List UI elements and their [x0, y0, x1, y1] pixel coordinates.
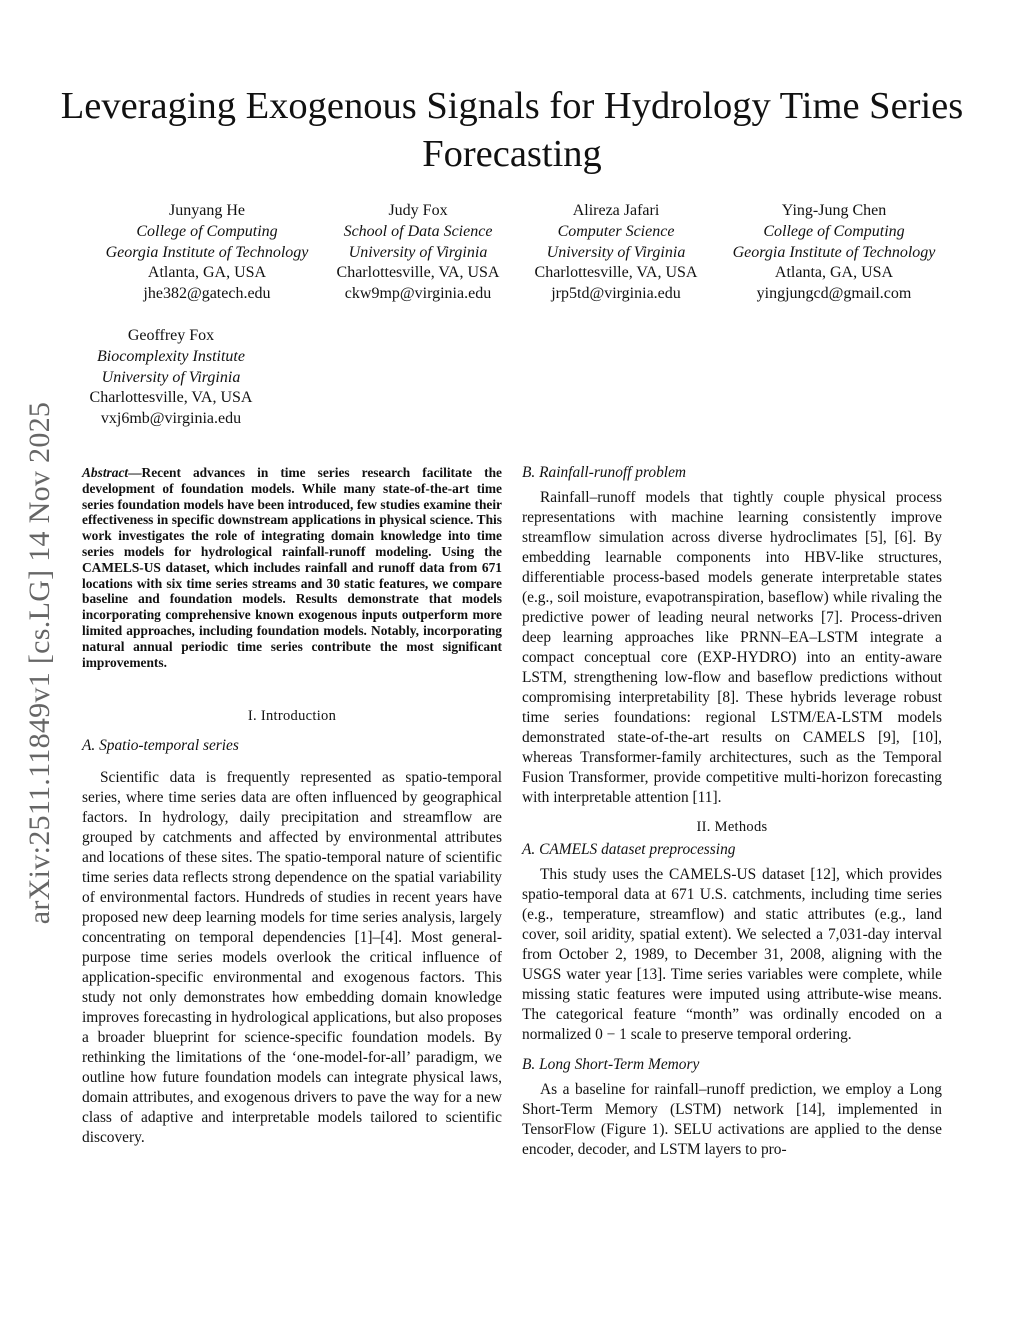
author-location: Charlottesville, VA, USA	[89, 389, 253, 407]
author-email: ckw9mp@virginia.edu	[344, 285, 492, 303]
paper-title: Leveraging Exogenous Signals for Hydrology Time Series Forecasting	[60, 85, 964, 175]
author-email: vxj6mb@virginia.edu	[100, 410, 242, 428]
author-department: Biocomplexity Institute	[97, 347, 245, 365]
author-name: Judy Fox	[388, 202, 448, 219]
rainfall-runoff-paragraph: Rainfall–runoff models that tightly couple physical process representations with machine learning consistently improve streamflow simulation across diverse hydroclimates [5], [6]. By embedding learnable components into HBV-like structures, differentiable process-based models generate interpretable states (e.g., soil moisture, evapotranspiration, baseflow) while rivaling the predictive power of leading neural networks [7]. Process-driven deep learning approaches like PRNN–EA–LSTM integrate a compact conceptual core (EXP-HYDRO) into an entity-aware LSTM, strengthening low-flow and baseflow predictions without compromising interpretability [8]. These hybrids leverage robust time series foundations: regional LSTM/EA-LSTM models demonstrated state-of-the-art results on CAMELS [9], [10], whereas Transformer-family architectures, such as the Temporal Fusion Transformer, provide competitive multi-horizon forecasting with interpretable attention [11].	[522, 489, 942, 806]
author-block	[516, 201, 716, 305]
subsection-heading-camels: A. CAMELS dataset preprocessing	[522, 841, 736, 858]
author-block	[82, 201, 332, 305]
author-name: Ying-Jung Chen	[781, 202, 887, 219]
abstract-text: —Recent advances in time series research facilitate the development of foundation models. While many state-of-the-art time series foundation models have been introduced, few studies examine their effectiveness in specific downstream applications in physical science. This work investigates the role of integrating domain knowledge into time series models for hydrological rainfall-runoff modeling. Using the CAMELS-US dataset, which includes rainfall and runoff data from 671 locations with six time series streams and 30 static features, we compare baseline and foundation models. Results demonstrate that models incorporating comprehensive known exogenous inputs outperform more limited approaches, including foundation models. Notably, incorporating natural annual periodic time series contribute the most significant improvements.	[82, 465, 502, 670]
author-location: Atlanta, GA, USA	[774, 264, 894, 282]
author-block	[318, 201, 518, 305]
abstract	[82, 465, 502, 670]
author-email: yingjungcd@gmail.com	[756, 285, 912, 303]
subsection-heading-lstm: B. Long Short-Term Memory	[522, 1056, 700, 1073]
author-organization: University of Virginia	[348, 243, 488, 261]
right-column	[522, 463, 942, 1160]
author-organization: Georgia Institute of Technology	[732, 243, 936, 261]
author-name: Geoffrey Fox	[127, 327, 215, 344]
author-email: jhe382@gatech.edu	[143, 285, 271, 303]
introduction-paragraph: Scientific data is frequently represented as spatio-temporal series, where time series data are often influenced by geographical factors. In hydrology, daily precipitation and streamflow are grouped by catchments and affected by environmental attributes and locations of these sites. The spatio-temporal nature of scientific time series data reflects strong dependence on the spatial variability of environmental factors. Hundreds of studies in recent years have proposed new deep learning models for time series analysis, largely concentrating on temporal dependencies [1]–[4]. Most general-purpose time series models overlook the critical influence of application-specific environmental and exogenous factors. This study not only demonstrates how embedding domain knowledge improves forecasting in hydrological applications, but also proposes a broader blueprint for science-specific foundation models. By rethinking the limitations of the ‘one-model-for-all’ paradigm, we outline how future foundation models can integrate physical laws, domain attributes, and exogenous drivers to pave the way for a new class of adaptive and interpretable models tailored to scientific discovery.	[82, 769, 502, 1147]
author-location: Atlanta, GA, USA	[147, 264, 267, 282]
author-department: Computer Science	[557, 222, 675, 240]
lstm-paragraph: As a baseline for rainfall–runoff prediction, we employ a Long Short-Term Memory (LSTM) network [14], implemented in TensorFlow (Figure 1). SELU activations are applied to the dense encoder, decoder, and LSTM layers to pro-	[522, 1081, 942, 1158]
author-location: Charlottesville, VA, USA	[534, 264, 698, 282]
camels-paragraph: This study uses the CAMELS-US dataset [12], which provides spatio-temporal data at 671 U.S. catchments, including time series (e.g., temperature, streamflow) and static attributes (e.g., land cover, soil aridity, spatial extent). We selected a 7,031-day interval from October 2, 1989, to December 31, 2008, aligning with the USGS water year [13]. Time series variables were complete, while missing static features were imputed using attribute-wise means. The categorical feature “month” was ordinally encoded on a normalized 0 − 1 scale to preserve temporal ordering.	[522, 866, 942, 1043]
section-heading-introduction: I. Introduction	[247, 708, 337, 725]
subsection-heading-rainfall-runoff: B. Rainfall-runoff problem	[522, 464, 687, 481]
author-block	[718, 201, 950, 305]
author-location: Charlottesville, VA, USA	[336, 264, 500, 282]
author-name: Alireza Jafari	[572, 202, 660, 219]
left-column	[82, 465, 502, 1148]
author-organization: University of Virginia	[101, 368, 241, 386]
abstract-label: Abstract	[82, 465, 129, 480]
section-heading-methods: II. Methods	[696, 819, 768, 835]
subsection-heading-spatio-temporal: A. Spatio-temporal series	[82, 737, 239, 755]
author-name: Junyang He	[169, 202, 245, 219]
author-email: jrp5td@virginia.edu	[551, 285, 681, 303]
author-block	[68, 326, 274, 430]
author-organization: Georgia Institute of Technology	[105, 243, 309, 261]
arxiv-id-text: arXiv:2511.11849v1 [cs.LG] 14 Nov 2025	[23, 401, 56, 924]
arxiv-identifier	[20, 370, 60, 955]
author-department: College of Computing	[763, 222, 905, 240]
author-organization: University of Virginia	[546, 243, 686, 261]
author-department: School of Data Science	[343, 222, 493, 240]
author-department: College of Computing	[136, 222, 278, 240]
